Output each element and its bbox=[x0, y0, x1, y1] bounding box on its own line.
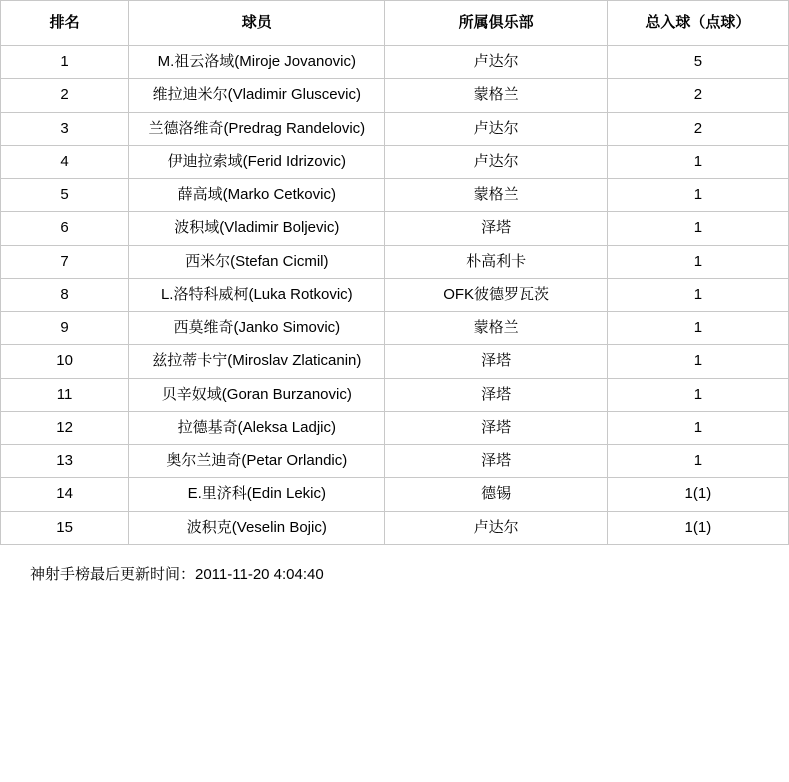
cell-club: 卢达尔 bbox=[385, 145, 607, 178]
cell-player: 维拉迪米尔(Vladimir Gluscevic) bbox=[129, 79, 385, 112]
column-header-club: 所属俱乐部 bbox=[385, 1, 607, 46]
cell-club: 泽塔 bbox=[385, 212, 607, 245]
cell-goals: 1 bbox=[607, 145, 788, 178]
cell-player: M.祖云洛域(Miroje Jovanovic) bbox=[129, 46, 385, 79]
cell-rank: 11 bbox=[1, 378, 129, 411]
cell-player: 兰德洛维奇(Predrag Randelovic) bbox=[129, 112, 385, 145]
cell-rank: 6 bbox=[1, 212, 129, 245]
table-row bbox=[1, 511, 789, 544]
column-header-rank: 排名 bbox=[1, 1, 129, 46]
cell-club: 蒙格兰 bbox=[385, 79, 607, 112]
cell-rank: 15 bbox=[1, 511, 129, 544]
table-header-row bbox=[1, 1, 789, 46]
cell-player: 伊迪拉索域(Ferid Idrizovic) bbox=[129, 145, 385, 178]
column-header-player: 球员 bbox=[129, 1, 385, 46]
table-row bbox=[1, 212, 789, 245]
table-row bbox=[1, 445, 789, 478]
cell-goals: 1 bbox=[607, 312, 788, 345]
cell-rank: 2 bbox=[1, 79, 129, 112]
cell-club: 卢达尔 bbox=[385, 511, 607, 544]
cell-club: 泽塔 bbox=[385, 411, 607, 444]
column-header-goals: 总入球（点球） bbox=[607, 1, 788, 46]
cell-rank: 4 bbox=[1, 145, 129, 178]
cell-club: 泽塔 bbox=[385, 378, 607, 411]
cell-player: E.里济科(Edin Lekic) bbox=[129, 478, 385, 511]
table-body bbox=[1, 46, 789, 545]
cell-player: 奥尔兰迪奇(Petar Orlandic) bbox=[129, 445, 385, 478]
cell-goals: 1 bbox=[607, 245, 788, 278]
cell-goals: 1 bbox=[607, 345, 788, 378]
table-row bbox=[1, 378, 789, 411]
last-updated-note: 神射手榜最后更新时间：2011-11-20 4:04:40 bbox=[30, 565, 324, 583]
cell-player: L.洛特科威柯(Luka Rotkovic) bbox=[129, 278, 385, 311]
cell-club: 卢达尔 bbox=[385, 46, 607, 79]
table-row bbox=[1, 179, 789, 212]
cell-goals: 1 bbox=[607, 411, 788, 444]
cell-goals: 1 bbox=[607, 278, 788, 311]
cell-player: 拉德基奇(Aleksa Ladjic) bbox=[129, 411, 385, 444]
table-row bbox=[1, 79, 789, 112]
table-row bbox=[1, 245, 789, 278]
table-row bbox=[1, 312, 789, 345]
cell-player: 兹拉蒂卡宁(Miroslav Zlaticanin) bbox=[129, 345, 385, 378]
cell-goals: 1(1) bbox=[607, 478, 788, 511]
cell-player: 西米尔(Stefan Cicmil) bbox=[129, 245, 385, 278]
cell-rank: 10 bbox=[1, 345, 129, 378]
cell-club: 德锡 bbox=[385, 478, 607, 511]
cell-rank: 8 bbox=[1, 278, 129, 311]
table-row bbox=[1, 278, 789, 311]
cell-player: 波积克(Veselin Bojic) bbox=[129, 511, 385, 544]
table-row bbox=[1, 112, 789, 145]
cell-player: 贝辛奴域(Goran Burzanovic) bbox=[129, 378, 385, 411]
cell-club: 朴高利卡 bbox=[385, 245, 607, 278]
cell-club: 泽塔 bbox=[385, 445, 607, 478]
cell-club: 卢达尔 bbox=[385, 112, 607, 145]
cell-rank: 7 bbox=[1, 245, 129, 278]
cell-rank: 3 bbox=[1, 112, 129, 145]
cell-rank: 12 bbox=[1, 411, 129, 444]
cell-player: 薛高域(Marko Cetkovic) bbox=[129, 179, 385, 212]
table-row bbox=[1, 145, 789, 178]
cell-player: 西莫维奇(Janko Simovic) bbox=[129, 312, 385, 345]
cell-club: OFK彼德罗瓦茨 bbox=[385, 278, 607, 311]
cell-club: 蒙格兰 bbox=[385, 312, 607, 345]
cell-goals: 1 bbox=[607, 445, 788, 478]
cell-goals: 1 bbox=[607, 179, 788, 212]
table-row bbox=[1, 478, 789, 511]
cell-club: 泽塔 bbox=[385, 345, 607, 378]
cell-rank: 9 bbox=[1, 312, 129, 345]
cell-rank: 14 bbox=[1, 478, 129, 511]
cell-goals: 2 bbox=[607, 112, 788, 145]
table-row bbox=[1, 411, 789, 444]
cell-goals: 1(1) bbox=[607, 511, 788, 544]
cell-player: 波积域(Vladimir Boljevic) bbox=[129, 212, 385, 245]
cell-rank: 13 bbox=[1, 445, 129, 478]
cell-club: 蒙格兰 bbox=[385, 179, 607, 212]
table-row bbox=[1, 345, 789, 378]
cell-goals: 2 bbox=[607, 79, 788, 112]
cell-rank: 1 bbox=[1, 46, 129, 79]
cell-goals: 1 bbox=[607, 378, 788, 411]
cell-goals: 1 bbox=[607, 212, 788, 245]
cell-rank: 5 bbox=[1, 179, 129, 212]
cell-goals: 5 bbox=[607, 46, 788, 79]
table-row bbox=[1, 46, 789, 79]
table-header bbox=[1, 1, 789, 46]
